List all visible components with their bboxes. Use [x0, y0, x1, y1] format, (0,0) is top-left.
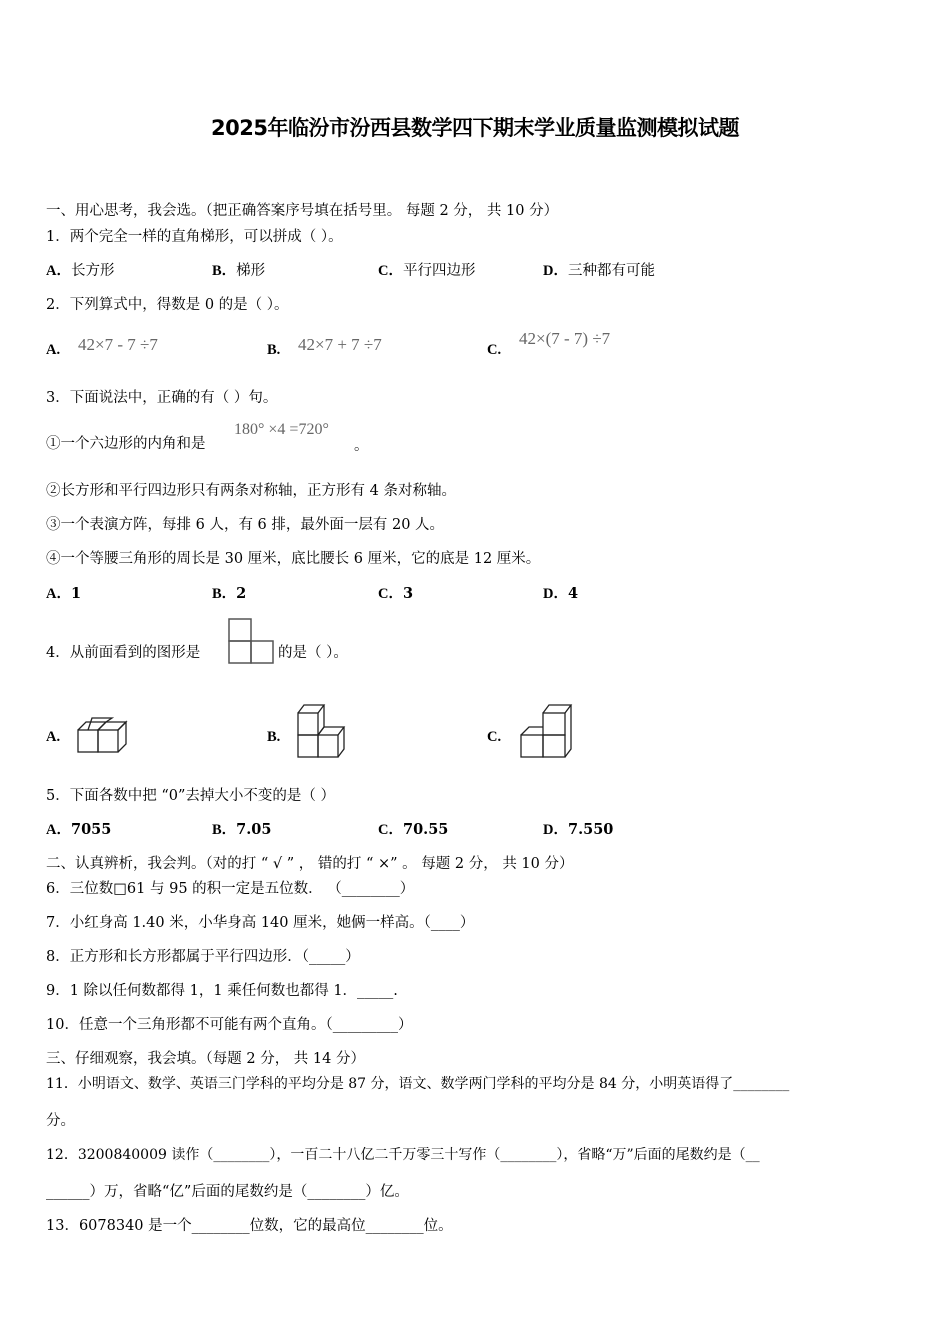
cube-figure-b-icon — [296, 703, 352, 761]
q4-option-c — [487, 727, 501, 747]
q3-statement-1-formula: 180° ×4 =720° — [234, 421, 329, 438]
option-text: 7.550 — [567, 821, 614, 838]
q11-line1: 11．小明语文、数学、英语三门学科的平均分是 87 分，语文、数学两门学科的平均分是 84 分，小明英语得了________ — [46, 1076, 790, 1092]
option-label: B. — [267, 342, 281, 358]
q1-stem: 1．两个完全一样的直角梯形，可以拼成（ ）。 — [46, 229, 343, 245]
q12-line1: 12．3200840009 读作（________），一百二十八亿二千万零三十写作（________），省略“万”后面的尾数约是（__ — [46, 1147, 760, 1163]
section3-heading: 三、仔细观察，我会填。（每题 2 分， 共 14 分） — [46, 1051, 365, 1067]
page-title: 2025年临汾市汾西县数学四下期末学业质量监测模拟试题 — [211, 116, 739, 140]
q1-option-b — [212, 261, 265, 281]
q6-text: 6．三位数□61 与 95 的积一定是五位数． （________） — [46, 881, 415, 897]
q11-line2: 分。 — [46, 1113, 75, 1129]
q5-option-d — [543, 820, 613, 840]
q1-option-c — [378, 261, 475, 281]
option-label: A. — [46, 729, 61, 745]
q3-option-d — [543, 584, 578, 604]
option-label: C． — [378, 586, 403, 602]
q2-option-b — [267, 340, 280, 360]
option-label: D． — [543, 586, 568, 602]
q3-statement-2: ②长方形和平行四边形只有两条对称轴，正方形有 4 条对称轴。 — [46, 483, 456, 499]
option-text: 1 — [70, 585, 82, 602]
q13-text: 13．6078340 是一个________位数，它的最高位________位。 — [46, 1218, 453, 1234]
q1-option-d — [543, 261, 655, 281]
q5-option-b — [212, 820, 272, 840]
q3-option-a — [46, 584, 81, 604]
option-text: 2 — [236, 585, 247, 602]
q4-stem-after: 的是（ ）。 — [278, 645, 348, 661]
q3-statement-1-end: 。 — [354, 438, 369, 454]
cube-figure-c-icon — [519, 703, 575, 761]
option-text: 7055 — [70, 821, 112, 838]
option-label: D． — [543, 263, 568, 279]
q3-statement-4: ④一个等腰三角形的周长是 30 厘米，底比腰长 6 厘米，它的底是 12 厘米。 — [46, 551, 541, 567]
q12-line2: ______）万，省略“亿”后面的尾数约是（________）亿。 — [46, 1184, 409, 1200]
section1-heading: 一、用心思考，我会选。（把正确答案序号填在括号里。 每题 2 分， 共 10 分） — [46, 203, 559, 219]
option-label: B． — [212, 822, 237, 838]
option-label: B． — [212, 586, 237, 602]
q5-stem: 5．下面各数中把 “0”去掉大小不变的是（ ） — [46, 788, 335, 804]
option-label: B． — [212, 263, 237, 279]
q3-stem: 3．下面说法中，正确的有（ ）句。 — [46, 390, 278, 406]
q4-option-a — [46, 727, 60, 747]
q2-option-c-formula: 42×(7 - 7) ÷7 — [519, 329, 611, 348]
q3-statement-3: ③一个表演方阵，每排 6 人，有 6 排，最外面一层有 20 人。 — [46, 517, 445, 533]
option-label: A. — [46, 342, 61, 358]
option-text: 4 — [567, 585, 579, 602]
q4-option-b — [267, 727, 280, 747]
option-label: C． — [378, 822, 403, 838]
option-text: 70.55 — [402, 821, 449, 838]
q7-text: 7．小红身高 1.40 米，小华身高 140 厘米，她俩一样高。（____） — [46, 915, 475, 931]
q3-statement-1 — [46, 434, 206, 454]
q5-option-a — [46, 820, 111, 840]
q3-option-b — [212, 584, 246, 604]
option-label: C. — [487, 729, 502, 745]
q2-stem: 2．下列算式中，得数是 0 的是（ ）。 — [46, 297, 289, 313]
option-text: 平行四边形 — [402, 263, 476, 279]
q5-option-c — [378, 820, 448, 840]
q3-option-c — [378, 584, 413, 604]
option-label: A． — [46, 263, 71, 279]
option-label: B. — [267, 729, 281, 745]
option-label: A． — [46, 586, 71, 602]
statement-text: ①一个六边形的内角和是 — [46, 436, 206, 452]
q9-text: 9．1 除以任何数都得 1，1 乘任何数也都得 1．_____. — [46, 983, 398, 999]
option-label: D． — [543, 822, 568, 838]
section2-heading: 二、认真辨析，我会判。（对的打 “ √ ” ， 错的打 “ ×” 。 每题 2 分， 共 10 分） — [46, 856, 574, 872]
cube-figure-a-icon — [76, 716, 132, 758]
q4-stem-before: 4．从前面看到的图形是 — [46, 645, 201, 661]
front-view-figure-icon — [228, 618, 276, 666]
option-label: C. — [487, 342, 502, 358]
q2-option-b-formula: 42×7 + 7 ÷7 — [298, 335, 382, 354]
q10-text: 10．任意一个三角形都不可能有两个直角。（_________） — [46, 1017, 413, 1033]
option-label: A． — [46, 822, 71, 838]
option-text: 7.05 — [236, 821, 272, 838]
q8-text: 8．正方形和长方形都属于平行四边形．（_____） — [46, 949, 360, 965]
q1-option-a — [46, 261, 114, 281]
option-text: 长方形 — [70, 263, 115, 279]
option-text: 三种都有可能 — [567, 263, 655, 279]
option-text: 梯形 — [236, 263, 266, 279]
q2-option-a — [46, 340, 60, 360]
q2-option-c — [487, 340, 501, 360]
option-label: C． — [378, 263, 403, 279]
option-text: 3 — [402, 585, 414, 602]
q2-option-a-formula: 42×7 - 7 ÷7 — [78, 335, 158, 354]
